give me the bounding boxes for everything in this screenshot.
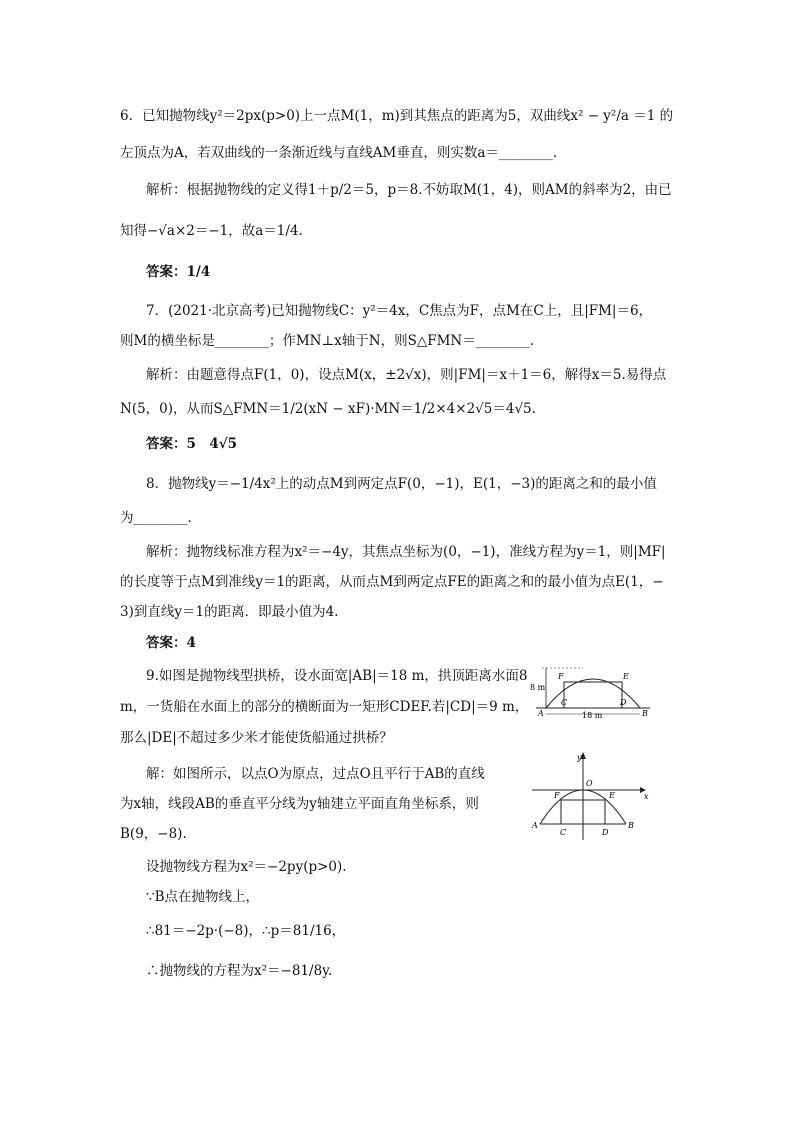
coordinate-figure [528,748,660,840]
q8-answer: 答案：4 [146,635,196,651]
q7-line2: 则M的横坐标是________；作MN⊥x轴于N，则S△FMN＝________. [120,333,535,349]
boat-rectangle [564,682,622,708]
label-e: E [609,791,615,800]
q9-solution-line5: ∵B点在抛物线上， [146,889,260,905]
q9-solution-line3: B(9，−8). [120,826,187,842]
label-f: F [554,791,560,800]
q9-solution-line6: ∴81＝−2p·(−8)，∴p＝81/16， [146,923,346,939]
arch-bridge-figure [528,662,658,722]
q6-answer: 答案：1/4 [146,264,211,280]
q8-solution-line3: 3)到直线y＝1的距离．即最小值为4. [120,604,339,620]
q8-solution-line2: 的长度等于点M到准线y＝1的距离，从而点M到两定点FE的距离之和的最小值为点E(1，− [120,574,664,590]
q9-solution-line2: 为x轴，线段AB的垂直平分线为y轴建立平面直角坐标系，则 [120,796,479,812]
label-x: x [644,792,649,801]
label-a: A [532,821,538,830]
label-o: O [586,779,593,788]
q7-line1: 7．(2021·北京高考)已知抛物线C：y²＝4x，C焦点为F，点M在C上，且|FM|＝6， [146,303,653,319]
label-18m: 18 m [582,711,603,720]
q7-solution-line2: N(5，0)，从而S△FMN＝1/2(xN − xF)·MN＝1/2×4×2√5＝4√5. [120,401,536,417]
label-f: F [558,672,564,681]
label-c: C [561,698,568,707]
label-e: E [623,672,629,681]
q9-solution-line7: ∴抛物线的方程为x²＝−81/8y. [146,963,333,979]
q7-solution-line1: 解析：由题意得点F(1，0)，设点M(x，±2√x)，则|FM|＝x＋1＝6，解得x＝5.易得点 [146,367,667,383]
label-8m: 8 m [530,683,546,692]
q7-answer: 答案：5 4√5 [146,436,238,452]
label-a: A [538,709,544,718]
q6-solution-line1: 解析：根据抛物线的定义得1＋p/2＝5，p＝8.不妨取M(1，4)，则AM的斜率为2，由已 [146,182,672,198]
q9-line1: 9.如图是抛物线型拱桥，设水面宽|AB|＝18 m，拱顶距离水面8 [146,668,528,684]
q9-solution-line4: 设抛物线方程为x²＝−2py(p>0). [146,859,347,875]
label-b: B [628,821,634,830]
q6-solution-line2: 知得−√a×2＝−1，故a＝1/4. [120,223,303,239]
q9-line2: m，一货船在水面上的部分的横断面为一矩形CDEF.若|CD|＝9 m， [120,699,529,715]
label-y: y [577,753,582,762]
q9-line3: 那么|DE|不超过多少米才能使货船通过拱桥？ [120,730,393,746]
label-d: D [620,698,627,707]
q9-solution-line1: 解：如图所示，以点O为原点，过点O且平行于AB的直线 [146,766,485,782]
label-d: D [602,828,609,837]
q6-line1: 6．已知抛物线y²＝2px(p>0)上一点M(1，m)到其焦点的距离为5，双曲线x² − y²/a ＝1 的 [120,108,674,124]
q8-line2: 为________. [120,510,192,526]
q6-line2: 左顶点为A，若双曲线的一条渐近线与直线AM垂直，则实数a＝________. [120,145,558,161]
q8-line1: 8．抛物线y＝−1/4x²上的动点M到两定点F(0，−1)，E(1，−3)的距离之和的最小值 [146,476,657,492]
label-c: C [560,828,567,837]
q8-solution-line1: 解析：抛物线标准方程为x²＝−4y，其焦点坐标为(0，−1)，准线方程为y＝1，则|MF| [146,544,666,560]
label-b: B [642,709,648,718]
